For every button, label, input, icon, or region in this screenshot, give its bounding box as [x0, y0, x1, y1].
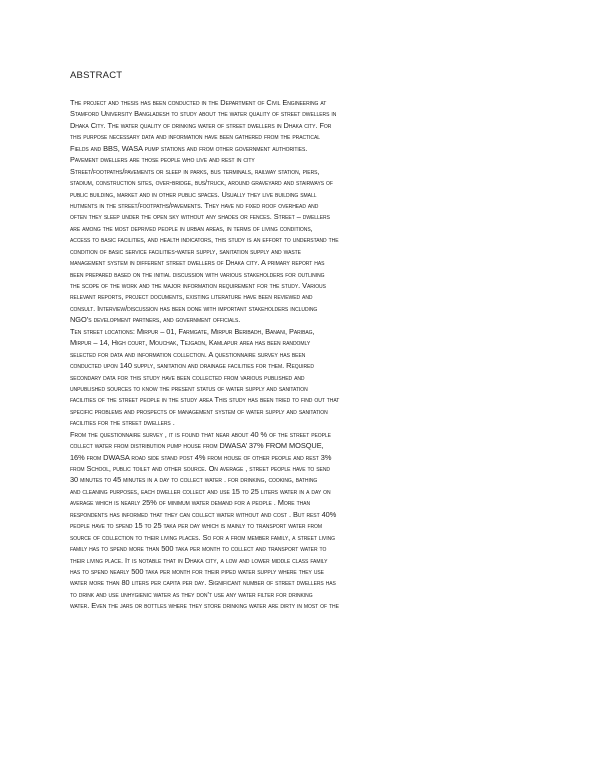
text-line: Pavement dwellers are those people who live and rest in city: [70, 155, 255, 165]
text-line: their living place. It is notable that in Dhaka city, a low and lower middle class family: [70, 555, 328, 565]
text-line: respondents has informed that they can collect water without and cost . But rest 40%: [70, 509, 337, 519]
text-line: From the questionnaire survey , it is found that near about 40 % of the street people: [70, 429, 331, 439]
text-line: unpublished sources to know the present status of water supply and sanitation: [70, 383, 308, 393]
text-line: often they sleep under the open sky without any shades or fences. Street – dwellers: [70, 212, 330, 222]
text-line: to drink and use unhygienic water as they don’t use any water filter for drinking: [70, 589, 313, 599]
text-line: average which is nearly 25% of minimum water demand for a people . More than: [70, 498, 311, 508]
text-line: selected for data and information collection. A questionnaire survey has been: [70, 349, 306, 359]
text-line: specific problems and prospects of management system of water supply and sanitation: [70, 406, 328, 416]
text-line: this purpose necessary data and information have been gathered from the practical: [70, 132, 320, 142]
text-line: Fields and BBS, WASA pump stations and from other government authorities.: [70, 143, 308, 153]
text-line: collect water from distribution pump house from DWASA’ 37% FROM MOSQUE,: [70, 441, 324, 451]
text-line: Street/footpaths/pavements or sleep in parks, bus terminals, railway station, piers,: [70, 166, 320, 176]
text-line: 16% from DWASA road side stand post 4% from house of other people and rest 3%: [70, 452, 332, 462]
text-line: 30 minutes to 45 minutes in a day to collect water . for drinking, cooking, bathing: [70, 475, 318, 485]
text-line: the scope of the work and the major information requirement for the study. Various: [70, 281, 326, 290]
text-line: conducted upon 140 supply, sanitation and drainage facilities for them. Required: [70, 361, 314, 371]
text-line: family has to spend more than 500 taka per month to collect and transport water to: [70, 544, 327, 554]
text-line: water. Even the jars or bottles where they store drinking water are dirty in most of the: [70, 601, 339, 611]
text-line: source of collection to their living places. So for a from member family, a street living: [70, 532, 335, 542]
text-line: has to spend nearly 500 taka per month for their piped water supply where they use: [70, 566, 324, 576]
text-line: are among the most deprived people in urban areas, in terms of living conditions,: [70, 223, 313, 233]
text-line: facilities for the street dwellers .: [70, 418, 175, 428]
text-line: management system in different street dwellers of Dhaka city. A primary report has: [70, 258, 325, 268]
text-line: Stamford University Bangladesh to study about the water quality of street dwellers in: [70, 109, 337, 119]
text-line: and cleaning purposes, each dweller collect and use 15 to 25 liters water in a day on: [70, 486, 331, 496]
text-line: Ten street locations: Mirpur – 01, Farmgate, Mirpur Beribadh, Banani, Paribag,: [70, 326, 315, 336]
text-line: condition of basic service facilities-water supply, sanitation supply and waste: [70, 246, 301, 256]
text-line: hutments in the street/footpaths/pavements. They have no fixed roof overhead and: [70, 200, 319, 210]
text-line: Dhaka City. The water quality of drinking water of street dwellers in Dhaka city. For: [70, 120, 332, 130]
text-line: Mirpur – 14, High court, Mouchak, Tejgaon, Kamlapur area has been randomly: [70, 338, 311, 348]
text-line: secondary data for this study have been collected from various published and: [70, 372, 305, 382]
text-line: The project and thesis has been conducted in the Department of Civil Engineering at: [70, 98, 327, 107]
text-line: from School, public toilet and other source. On average , street people have to send: [70, 464, 330, 473]
text-line: people have to spend 15 to 25 taka per day which is mainly to transport water from: [70, 521, 322, 531]
abstract-heading: ABSTRACT: [70, 70, 123, 81]
text-line: public building, market and in other public spaces. Usually they live building small: [70, 189, 317, 199]
text-line: facilities of the street people in the study area This study has been tried to find out that: [70, 395, 340, 405]
text-line: NGO’s development partners, and government officials.: [70, 315, 241, 325]
abstract-body: [70, 97, 540, 612]
text-line: stadium, construction sites, over-bridge, bus/truck, around graveyard and stairways of: [70, 178, 333, 188]
text-line: access to basic facilities, and health indicators, this study is an effort to understand the: [70, 235, 339, 245]
text-line: relevant reports, project documents, existing literature have been reviewed and: [70, 292, 313, 302]
text-line: consult. Interview/discussion has been done with important stakeholders including: [70, 303, 318, 313]
text-line: been prepared based on the initial discussion with various stakeholders for outlining: [70, 269, 325, 279]
text-line: water more than 80 liters per capita per day. Significant number of street dwellers has: [70, 578, 336, 588]
